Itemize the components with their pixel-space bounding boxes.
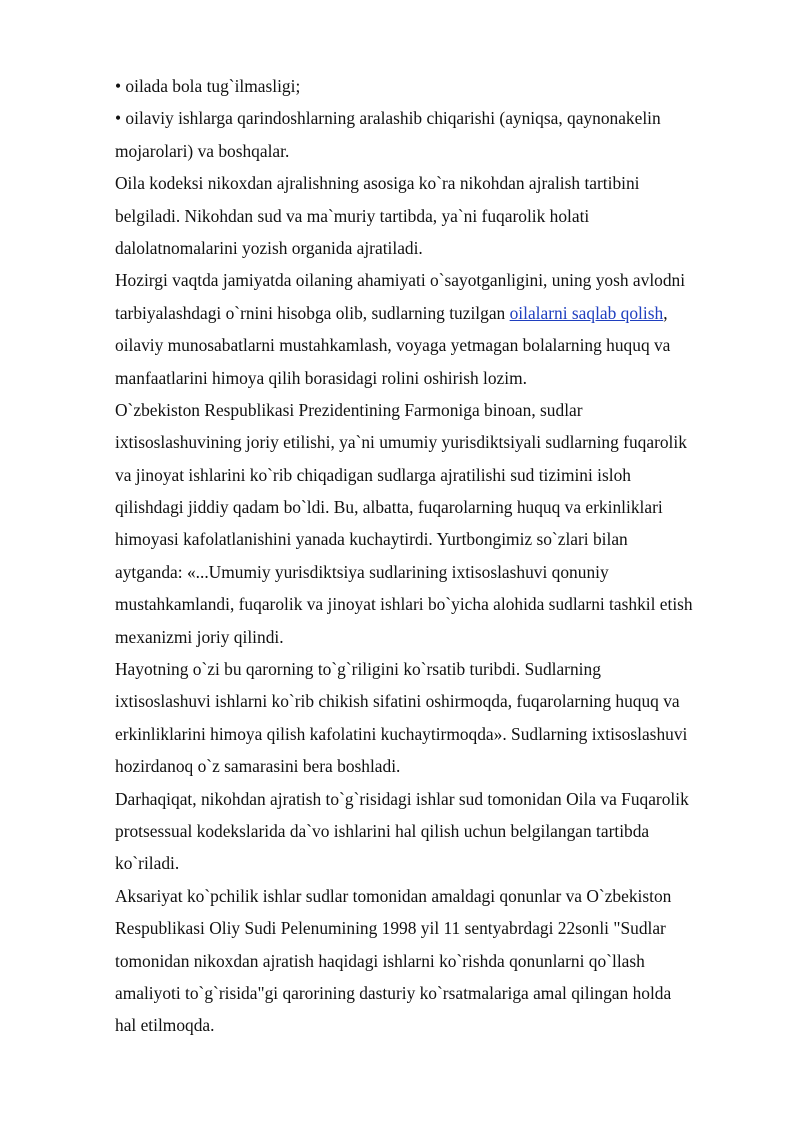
text-line: O`zbekiston Respublikasi Prezidentining Farmoniga binoan, sudlar	[115, 399, 583, 420]
text-line: va jinoyat ishlarini ko`rib chiqadigan sudlarga ajratilishi sud tizimini isloh	[115, 464, 631, 485]
bullet-line: • oilada bola tug`ilmasligi;	[115, 76, 301, 96]
text-line: ixtisoslashuvining joriy etilishi, ya`ni umumiy yurisdiktsiyali sudlarning fuqarolik	[115, 432, 687, 453]
text-line: erkinliklarini himoya qilish kafolatini kuchaytirmoqda». Sudlarning ixtisoslashuvi	[115, 723, 688, 744]
text-line: ko`riladi.	[115, 853, 180, 874]
text-line: aytganda: «...Umumiy yurisdiktsiya sudlarining ixtisoslashuvi qonuniy	[115, 561, 609, 582]
text-line: himoyasi kafolatlanishini yanada kuchaytirdi. Yurtbongimiz so`zlari bilan	[115, 529, 628, 550]
text-line: oilaviy munosabatlarni mustahkamlash, voyaga yetmagan bolalarning huquq va	[115, 335, 671, 356]
text-line: Respublikasi Oliy Sudi Pelenumining 1998 yil 11 sentyabrdagi 22sonli "Sudlar	[115, 918, 666, 939]
text-line: manfaatlarini himoya qilih borasidagi rolini oshirish lozim.	[115, 367, 527, 388]
text-line: Darhaqiqat, nikohdan ajratish to`g`risidagi ishlar sud tomonidan Oila va Fuqarolik	[115, 788, 689, 809]
text-line: dalolatnomalarini yozish organida ajratiladi.	[115, 237, 423, 258]
bullet-line: • oilaviy ishlarga qarindoshlarning aralashib chiqarishi (ayniqsa, qaynonakelin	[115, 108, 661, 129]
text-line: amaliyoti to`g`risida"gi qarorining dasturiy ko`rsatmalariga amal qilingan holda	[115, 982, 672, 1003]
text-line: tomonidan nikoxdan ajratish haqidagi ishlarni ko`rishda qonunlarni qo`llash	[115, 950, 645, 971]
link-suffix: ,	[663, 302, 668, 323]
text-line: hal etilmoqda.	[115, 1015, 215, 1036]
text-line: Hozirgi vaqtda jamiyatda oilaning ahamiyati o`sayotganligini, uning yosh avlodni	[115, 270, 686, 291]
text-line: mojarolari) va boshqalar.	[115, 140, 290, 161]
text-line: hozirdanoq o`z samarasini bera boshladi.	[115, 756, 401, 777]
hyperlink-oilalarni-saqlab-qolish[interactable]: oilalarni saqlab qolish	[509, 302, 664, 323]
text-line: qilishdagi jiddiy qadam bo`ldi. Bu, albatta, fuqarolarning huquq va erkinliklari	[115, 497, 663, 518]
text-line: mexanizmi joriy qilindi.	[115, 626, 284, 647]
text-line: Oila kodeksi nikoxdan ajralishning asosiga ko`ra nikohdan ajralish tartibini	[115, 173, 640, 194]
text-line-with-link	[115, 297, 755, 329]
text-segment: tarbiyalashdagi o`rnini hisobga olib, sudlarning tuzilgan	[115, 302, 510, 323]
text-line: ixtisoslashuvi ishlarni ko`rib chikish sifatini oshirmoqda, fuqarolarning huquq va	[115, 691, 680, 712]
text-line: protsessual kodekslarida da`vo ishlarini hal qilish uchun belgilangan tartibda	[115, 820, 650, 841]
text-line: Hayotning o`zi bu qarorning to`g`riligini ko`rsatib turibdi. Sudlarning	[115, 659, 601, 680]
document-page	[115, 70, 755, 1042]
text-line: Aksariyat ko`pchilik ishlar sudlar tomonidan amaldagi qonunlar va O`zbekiston	[115, 885, 672, 906]
text-line: mustahkamlandi, fuqarolik va jinoyat ishlari bo`yicha alohida sudlarni tashkil etish	[115, 594, 693, 615]
text-line: belgiladi. Nikohdan sud va ma`muriy tartibda, ya`ni fuqarolik holati	[115, 205, 590, 226]
